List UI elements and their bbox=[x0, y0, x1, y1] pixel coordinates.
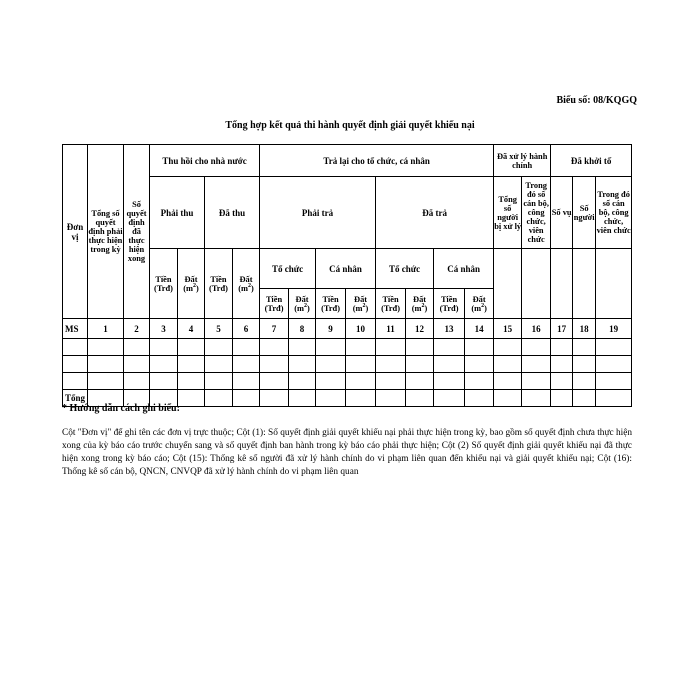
header-dat: Đất $(m^2)$ bbox=[289, 289, 316, 319]
header-phai-thu: Phải thu bbox=[150, 177, 205, 249]
header-dat: Đất $(m^2)$ bbox=[406, 289, 434, 319]
header-ca-nhan: Cá nhân bbox=[434, 249, 494, 289]
note-text: Cột "Đơn vị" để ghi tên các đơn vị trực thuộc; Cột (1): Số quyết định giải quyết khiếu nại phải thực hiện trong kỳ, bao gồm số quyết định chưa thực hiện xong của kỳ báo cáo trước chuyển sang và số quyết định ban hành trong kỳ báo cáo phải thực hiện; Cột (2) Số quyết định giải quyết khiếu nại đã thực hiện xong trong kỳ báo cáo; Cột (15): Thống kê số người đã xử lý hành chính do vi phạm liên quan đến khiếu nại và giải quyết khiếu nại; Cột (16): Thống kê số cán bộ, QNCN, CNVQP đã xử lý hành chính do vi phạm liên quan bbox=[62, 428, 632, 477]
header-dat: Đất $(m^2)$ bbox=[178, 249, 205, 319]
header-da-khoi-to: Đã khởi tố bbox=[551, 145, 632, 177]
header-tien: Tiền (Trđ) bbox=[260, 289, 289, 319]
col-number: 8 bbox=[289, 319, 316, 339]
header-ca-nhan: Cá nhân bbox=[316, 249, 376, 289]
header-da-tra: Đã trả bbox=[376, 177, 494, 249]
report-title: Tổng hợp kết quả thi hành quyết định giải quyết khiếu nại bbox=[225, 120, 475, 131]
header-tong-so-nguoi-xu-ly: Tổng số người bị xử lý bbox=[494, 177, 522, 249]
col-number: 7 bbox=[260, 319, 289, 339]
header-da-xu-ly: Đã xử lý hành chính bbox=[494, 145, 551, 177]
col-number: 6 bbox=[233, 319, 260, 339]
header-tien: Tiền (Trđ) bbox=[150, 249, 178, 319]
form-code: Biểu số: 08/KQGQ bbox=[556, 95, 637, 106]
header-so-vu: Số vụ bbox=[551, 177, 573, 249]
col-number: 10 bbox=[346, 319, 376, 339]
col-number: 15 bbox=[494, 319, 522, 339]
header-so-quyet-dinh-xong: Số quyết định đã thực hiện xong bbox=[124, 145, 150, 319]
header-can-bo-khoi-to: Trong đó số cán bộ, công chức, viên chức bbox=[596, 177, 632, 249]
header-to-chuc: Tổ chức bbox=[376, 249, 434, 289]
header-phai-tra: Phải trả bbox=[260, 177, 376, 249]
col-number: 16 bbox=[522, 319, 551, 339]
header-tong-so-quyet-dinh: Tổng số quyết định phải thực hiện trong kỳ bbox=[88, 145, 124, 319]
header-thu-hoi: Thu hồi cho nhà nước bbox=[150, 145, 260, 177]
col-number: 13 bbox=[434, 319, 465, 339]
header-dat: Đất $(m^2)$ bbox=[465, 289, 494, 319]
col-number: 18 bbox=[573, 319, 596, 339]
table-row bbox=[63, 373, 632, 390]
header-tien: Tiền (Trđ) bbox=[376, 289, 406, 319]
col-number: 11 bbox=[376, 319, 406, 339]
header-tien: Tiền (Trđ) bbox=[434, 289, 465, 319]
note-heading: * Hướng dẫn cách ghi biểu: bbox=[62, 403, 180, 414]
ms-row bbox=[63, 319, 632, 339]
header-dat: Đất $(m^2)$ bbox=[233, 249, 260, 319]
header-da-thu: Đã thu bbox=[205, 177, 260, 249]
table-row bbox=[63, 339, 632, 356]
col-number: 5 bbox=[205, 319, 233, 339]
header-tra-lai: Trả lại cho tổ chức, cá nhân bbox=[260, 145, 494, 177]
report-table bbox=[62, 144, 632, 407]
col-number: 2 bbox=[124, 319, 150, 339]
col-number: 4 bbox=[178, 319, 205, 339]
header-don-vi: Đơn vị bbox=[63, 145, 88, 319]
col-number: 3 bbox=[150, 319, 178, 339]
col-number: 9 bbox=[316, 319, 346, 339]
table-row bbox=[63, 356, 632, 373]
header-dat: Đất $(m^2)$ bbox=[346, 289, 376, 319]
col-number: 17 bbox=[551, 319, 573, 339]
header-to-chuc: Tổ chức bbox=[260, 249, 316, 289]
col-number: 1 bbox=[88, 319, 124, 339]
header-can-bo-xu-ly: Trong đó số cán bộ, công chức, viên chức bbox=[522, 177, 551, 249]
total-label: Tổng bbox=[63, 390, 88, 407]
header-tien: Tiền (Trđ) bbox=[205, 249, 233, 319]
header-tien: Tiền (Trđ) bbox=[316, 289, 346, 319]
col-number: 19 bbox=[596, 319, 632, 339]
ms-label: MS bbox=[63, 319, 88, 339]
col-number: 12 bbox=[406, 319, 434, 339]
header-so-nguoi: Số người bbox=[573, 177, 596, 249]
col-number: 14 bbox=[465, 319, 494, 339]
